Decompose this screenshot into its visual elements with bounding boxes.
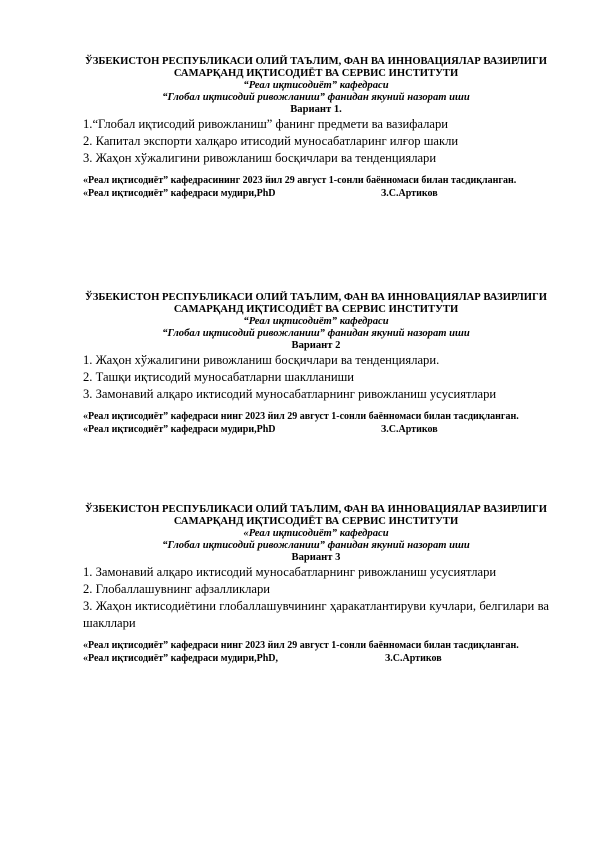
question-2: 2. Глобаллашувнинг афзалликлари (83, 582, 271, 596)
signature-name: З.С.Артиков (381, 424, 438, 435)
institute-header: САМАРҚАНД ИҚТИСОДИЁТ ВА СЕРВИС ИНСТИТУТИ (173, 304, 459, 315)
approval-note: «Реал иқтисодиёт” кафедрасининг 2023 йил 29 август 1-сонли баённомаси билан тасдиқланган. (83, 175, 517, 186)
variant-label: Вариант 1. (290, 104, 342, 115)
department-name: «Реал иқтисодиёт” кафедраси (243, 528, 389, 539)
ministry-header: ЎЗБЕКИСТОН РЕСПУБЛИКАСИ ОЛИЙ ТАЪЛИМ, ФАН ВА ИННОВАЦИЯЛАР ВАЗИРЛИГИ (84, 56, 548, 67)
institute-header: САМАРҚАНД ИҚТИСОДИЁТ ВА СЕРВИС ИНСТИТУТИ (173, 516, 459, 527)
exam-title: “Глобал иқтисодий ривожланиш” фанидан якуний назорат иши (162, 540, 470, 551)
signature-role: «Реал иқтисодиёт” кафедраси мудири,PhD, (83, 653, 279, 664)
question-3: 3. Жаҳон хўжалигини ривожланиш босқичлари ва тенденциялари (83, 151, 437, 165)
exam-title: “Глобал иқтисодий ривожланиш” фанидан якуний назорат иши (162, 328, 470, 339)
department-name: “Реал иқтисодиёт” кафедраси (243, 316, 389, 327)
signature-name: З.С.Артиков (385, 653, 442, 664)
question-2: 2. Капитал экспорти халқаро итисодий муносабатларинг илғор шакли (83, 134, 459, 148)
variant-2-block (83, 292, 549, 436)
ministry-header: ЎЗБЕКИСТОН РЕСПУБЛИКАСИ ОЛИЙ ТАЪЛИМ, ФАН ВА ИННОВАЦИЯЛАР ВАЗИРЛИГИ (84, 292, 548, 303)
approval-note: «Реал иқтисодиёт” кафедраси нинг 2023 йил 29 август 1-сонли баённомаси билан тасдиқланган. (83, 640, 519, 651)
ministry-header: ЎЗБЕКИСТОН РЕСПУБЛИКАСИ ОЛИЙ ТАЪЛИМ, ФАН ВА ИННОВАЦИЯЛАР ВАЗИРЛИГИ (84, 504, 548, 515)
approval-note: «Реал иқтисодиёт” кафедраси нинг 2023 йил 29 август 1-сонли баённомаси билан тасдиқланган. (83, 411, 519, 422)
question-1: 1. Жаҳон хўжалигини ривожланиш босқичлари ва тенденциялари. (83, 353, 440, 367)
signature-line (83, 423, 549, 436)
signature-name: З.С.Артиков (381, 188, 438, 199)
question-1: 1.“Глобал иқтисодий ривожланиш” фанинг предмети ва вазифалари (83, 117, 448, 131)
variant-label: Вариант 2 (291, 340, 341, 351)
question-3: 3. Жаҳон иктисодиётини глобаллашувчининг ҳаракатлантируви кучлари, белгилари ва шакллари (83, 599, 549, 630)
institute-header: САМАРҚАНД ИҚТИСОДИЁТ ВА СЕРВИС ИНСТИТУТИ (173, 68, 459, 79)
question-3: 3. Замонавий алқаро иктисодий муносабатларнинг ривожланиш усусиятлари (83, 387, 497, 401)
signature-role: «Реал иқтисодиёт” кафедраси мудири,PhD (83, 424, 276, 435)
variant-1-block (83, 56, 549, 200)
department-name: “Реал иқтисодиёт” кафедраси (243, 80, 389, 91)
signature-role: «Реал иқтисодиёт” кафедраси мудири,PhD (83, 188, 276, 199)
exam-title: “Глобал иқтисодий ривожланиш” фанидан якуний назорат иши (162, 92, 470, 103)
signature-line (83, 652, 549, 665)
variant-label: Вариант 3 (291, 552, 341, 563)
signature-line (83, 187, 549, 200)
question-2: 2. Ташқи иқтисодий муносабатларни шаклланиши (83, 370, 355, 384)
question-1: 1. Замонавий алқаро иктисодий муносабатларнинг ривожланиш усусиятлари (83, 565, 497, 579)
variant-3-block (83, 504, 549, 665)
